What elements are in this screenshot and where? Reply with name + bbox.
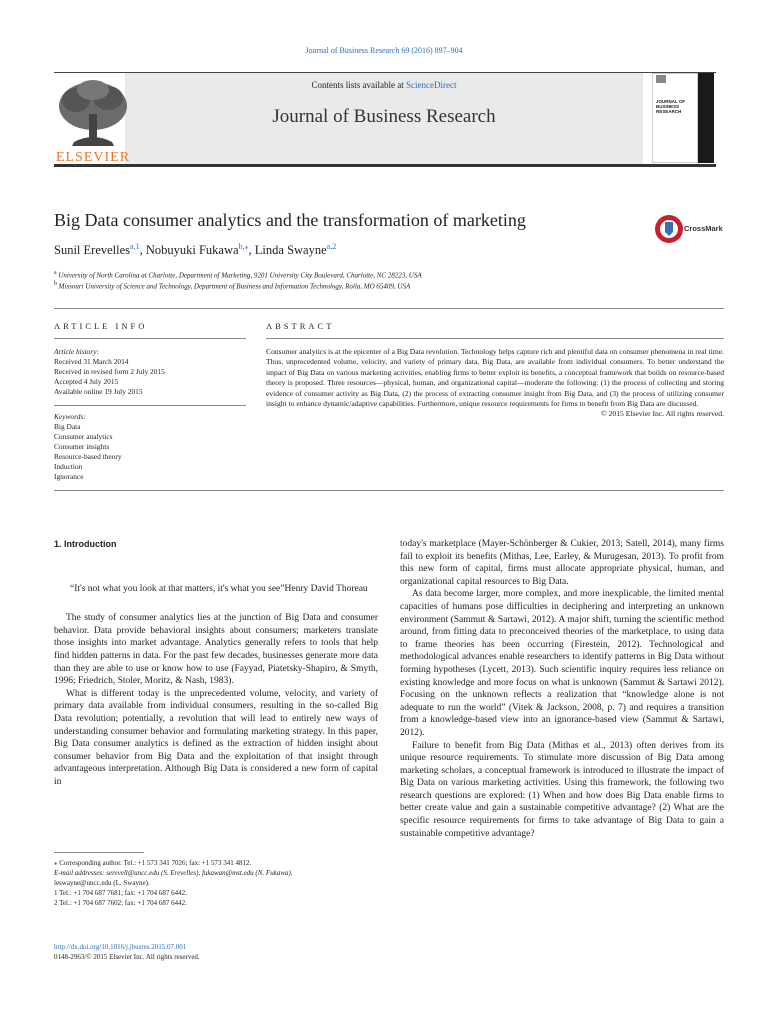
body-paragraph: today's marketplace (Mayer-Schönberger & Cukier, 2013; Satell, 2014), many firms fail to exploit its benefits (Mithas, Lee, Earley, & Murugesan, 2013). To profit from this new form of capital, firms must allocate appropriate physical, human, and organizational capital resources to Big Data. [400, 539, 724, 587]
keyword: Induction [54, 462, 83, 471]
section-rule [54, 490, 724, 491]
keywords-label: Keywords: [54, 412, 86, 421]
keyword: Resource-based theory [54, 452, 122, 461]
publication-info [54, 942, 200, 962]
elsevier-logo[interactable] [54, 76, 132, 164]
author-name[interactable]: Linda Swayne [254, 243, 327, 258]
cover-dark-spine [698, 73, 714, 163]
issn-line: 0148-2963/© 2015 Elsevier Inc. All rights reserved. [54, 953, 200, 961]
cover-title [656, 99, 685, 114]
footnote-rule [54, 852, 144, 853]
contents-line [125, 80, 643, 90]
keyword: Big Data [54, 422, 81, 431]
history-item: Received in revised form 2 July 2015 [54, 367, 165, 376]
journal-name[interactable]: Journal of Business Research [272, 106, 496, 127]
author-sup[interactable]: a,2 [326, 242, 337, 251]
epigraph-quote: “It's not what you look at that matters, it's what you see”Henry David Thoreau [70, 583, 368, 594]
paper-title: Big Data consumer analytics and the transformation of marketing [54, 210, 526, 230]
body-paragraph: As data become larger, more complex, and more inexplicable, the limited mental capacities of humans pose difficulties in deciphering and interpreting an unknown environment (Sammut & Sartawi, 2012). A major shift, turning the scientific method around, from fitting data to preconceived theories of the marketplace, to using data to frame theories has been occurring (Firestein, 2012). Technological and methodological advances enable researchers to identify patterns in Big Data without forming hypotheses (Lycett, 2013). Such scientific inquiry requires less reliance on existing knowledge and more focus on what is unknown (Sammut & Sartawi 2012). Focusing on the unknown reflects a realization that “knowledge alone is not adequate to run the world” (Vitek & Jackson, 2008, p. 7) and requires a transition from a knowledge-based view into an ignorance-based view (Sammut & Sartawi, 2012). [400, 589, 724, 738]
author-separator: , [248, 243, 255, 258]
history-label: Article history: [54, 347, 99, 356]
body-right-column [400, 538, 724, 840]
publisher-name: ELSEVIER [55, 150, 131, 165]
abstract-copyright: © 2015 Elsevier Inc. All rights reserved. [600, 409, 724, 419]
journal-cover-thumbnail[interactable] [652, 73, 714, 163]
history-item: Received 31 March 2014 [54, 357, 129, 366]
footnote-line: 1 Tel.: +1 704 687 7681; fax: +1 704 687 6442. [54, 889, 187, 897]
author-separator: , [139, 243, 146, 258]
cover-title-line: BUSINESS [656, 104, 680, 109]
section-heading: 1. Introduction [54, 539, 117, 549]
footnote-line: ⁎ Corresponding author. Tel.: +1 573 341 7026; fax: +1 573 341 4812. [54, 859, 252, 867]
affiliation [54, 281, 410, 290]
history-item: Available online 19 July 2015 [54, 387, 143, 396]
keyword: Consumer analytics [54, 432, 113, 441]
journal-citation[interactable]: Journal of Business Research 69 (2016) 897–904 [305, 46, 463, 55]
author-name[interactable]: Sunil Erevelles [54, 243, 131, 258]
footnote-line: 2 Tel.: +1 704 687 7602; fax: +1 704 687 6442. [54, 899, 187, 907]
affiliation [54, 270, 422, 279]
body-left-column [54, 538, 378, 789]
abstract-rule [266, 338, 724, 339]
section-rule [54, 308, 724, 309]
keyword: Consumer insights [54, 442, 110, 451]
article-info-heading: ARTICLE INFO [54, 321, 148, 331]
article-history [54, 347, 165, 397]
footnotes [54, 858, 293, 908]
body-paragraph: Failure to benefit from Big Data (Mithas et al., 2013) often derives from its unique resource requirements. To stimulate more discussion of Big Data among marketing scholars, a conceptual framework is introduced to illustrate the impact of Big Data on various marketing activities. Using this framework, the following two research questions are explored: (1) When and how does Big Data enable firms to better create value and gain a sustainable competitive advantage? (2) What are the specific resource requirements for firms to take advantage of Big Data to gain a sustainable competitive advantage? [400, 740, 724, 839]
cover-white-panel [652, 73, 698, 163]
contents-prefix: Contents lists available at [311, 80, 406, 90]
doi-link[interactable]: http://dx.doi.org/10.1016/j.jbusres.2015.07.001 [54, 943, 187, 951]
body-paragraph: The study of consumer analytics lies at the junction of Big Data and consumer behavior. Data provide behavioral insights about consumers; marketers translate those insights into market advantage. Analytics generally refers to tools that help find hidden patterns in data. For the past few decades, businesses generate more data than they are able to use or know how to use (Fayyad, Piatetsky-Shapiro, & Smyth, 1996; Friedrich, Stoler, Moritz, & Nash, 1983). [54, 613, 378, 687]
affiliation-marker: a [54, 270, 57, 276]
history-item: Accepted 4 July 2015 [54, 377, 119, 386]
footnote-line[interactable]: E-mail addresses: serevell@uncc.edu (S. Erevelles), fukawan@mst.edu (N. Fukawa), [54, 869, 293, 877]
crossmark-label: CrossMark [684, 224, 723, 233]
sciencedirect-link[interactable]: ScienceDirect [406, 80, 457, 90]
author-sup[interactable]: a,1 [130, 242, 140, 251]
cover-title-line: RESEARCH [656, 109, 682, 114]
affiliation-text: University of North Carolina at Charlotte, Department of Marketing, 9201 University City Boulevard, Charlotte, NC 28223, USA [58, 271, 422, 280]
body-paragraph: What is different today is the unprecedented volume, velocity, and variety of primary data available from individual consumers, resulting in the so-called Big Data revolution; potentially, a revolution that will lead to entirely new ways of understanding consumer behavior and formulating marketing strategy. In this paper, Big Data consumer analytics is defined as the extraction of hidden insight about consumer behavior from Big Data and the exploitation of that insight through advantageous interpretation. Although Big Data is considered a new form of capital in [54, 688, 378, 787]
abstract-body: Consumer analytics is at the epicenter of a Big Data revolution. Technology helps capture rich and plentiful data on consumer phenomena in real time. Thus, unprecedented volume, velocity, and variety of primary data, Big Data, are available from individual consumers. To better understand the impact of Big Data on various marketing activities, enabling firms to better exploit its benefits, a conceptual framework that builds on resource-based theory is proposed. Three resources—physical, human, and organizational capital—moderate the following: (1) the process of collecting and storing evidence of consumer activity as Big Data, (2) the process of extracting consumer insight from Big Data, and (3) the process of utilizing consumer insight to enhance dynamic/adaptive capabilities. Furthermore, unique resource requirements for firms to benefit from Big Data are discussed. [266, 347, 724, 409]
author-name[interactable]: Nobuyuki Fukawa [145, 243, 239, 258]
abstract-heading: ABSTRACT [266, 321, 335, 331]
keyword: Ignorance [54, 472, 84, 481]
author-list [54, 242, 336, 258]
header-bottom-rule [54, 164, 716, 167]
affiliation-marker: b [54, 281, 57, 287]
crossmark-icon [654, 214, 684, 244]
abstract-text [266, 347, 724, 420]
crossmark-badge[interactable] [654, 214, 724, 246]
info-rule [54, 338, 246, 339]
cover-title-line: JOURNAL OF [656, 99, 686, 104]
author-sup[interactable]: b,⁎ [238, 242, 249, 251]
info-rule [54, 405, 246, 406]
keywords [54, 412, 122, 482]
affiliation-text: Missouri University of Science and Technology, Department of Business and Information Technology, Rolla, MO 65409, USA [58, 282, 411, 291]
cover-top-bar [656, 75, 666, 83]
footnote-line[interactable]: leswayne@uncc.edu (L. Swayne). [54, 879, 150, 887]
